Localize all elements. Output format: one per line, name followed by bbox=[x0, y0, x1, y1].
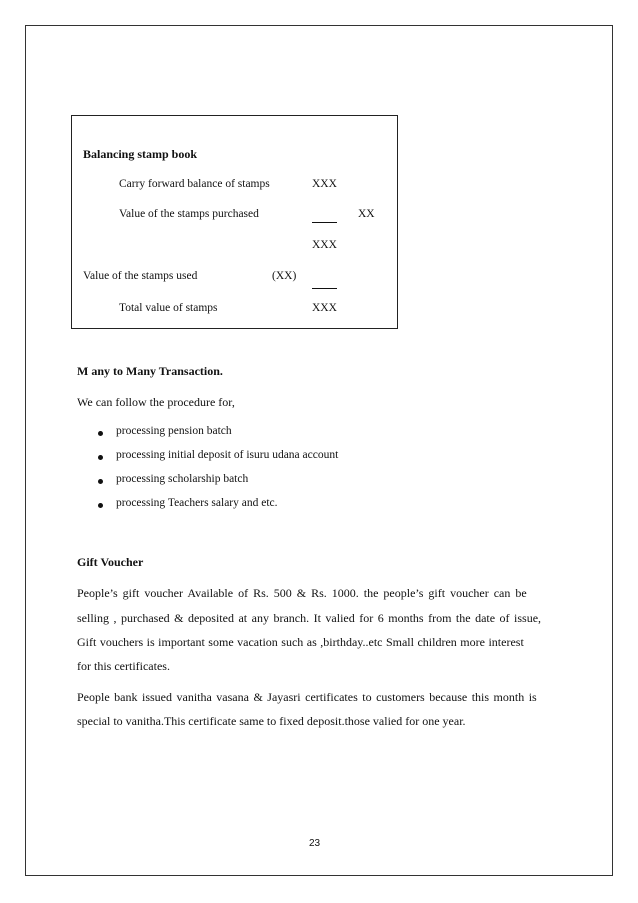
gift-voucher-para2-line: People bank issued vanitha vasana & Jayasri certificates to customers because this month is bbox=[77, 690, 537, 704]
gift-voucher-para1-line: People’s gift voucher Available of Rs. 500 & Rs. 1000. the people’s gift voucher can be bbox=[77, 586, 527, 600]
bullet-item: processing Teachers salary and etc. bbox=[116, 497, 278, 509]
carry-forward-value: XXX bbox=[312, 178, 337, 190]
total-label: Total value of stamps bbox=[119, 302, 218, 314]
gift-voucher-para1-line: Gift vouchers is important some vacation such as ,birthday..etc Small children more interest bbox=[77, 635, 524, 649]
total-value: XXX bbox=[312, 302, 337, 314]
many-to-many-heading: M any to Many Transaction. bbox=[77, 364, 223, 378]
purchased-label: Value of the stamps purchased bbox=[119, 208, 259, 220]
purchased-blank-line bbox=[312, 222, 337, 223]
gift-voucher-heading: Gift Voucher bbox=[77, 555, 144, 569]
bullet-icon bbox=[98, 503, 103, 508]
bullet-icon bbox=[98, 431, 103, 436]
used-value: (XX) bbox=[272, 270, 297, 282]
gift-voucher-para1-line: selling , purchased & deposited at any branch. It valied for 6 months from the date of issue, bbox=[77, 611, 542, 625]
gift-voucher-para2-line: special to vanitha.This certificate same to fixed deposit.those valied for one year. bbox=[77, 714, 466, 728]
used-label: Value of the stamps used bbox=[83, 270, 198, 282]
bullet-icon bbox=[98, 455, 103, 460]
bullet-item: processing scholarship batch bbox=[116, 473, 249, 485]
subtotal-value: XXX bbox=[312, 239, 337, 251]
purchased-value: XX bbox=[358, 208, 375, 220]
page-number: 23 bbox=[309, 838, 321, 849]
bullet-item: processing pension batch bbox=[116, 425, 232, 437]
gift-voucher-para1-line: for this certificates. bbox=[77, 659, 170, 673]
bullet-item: processing initial deposit of isuru udana account bbox=[116, 449, 339, 461]
stamp-book-title: Balancing stamp book bbox=[83, 147, 198, 161]
carry-forward-label: Carry forward balance of stamps bbox=[119, 178, 270, 190]
used-blank-line bbox=[312, 288, 337, 289]
bullet-icon bbox=[98, 479, 103, 484]
many-to-many-intro: We can follow the procedure for, bbox=[77, 395, 235, 409]
